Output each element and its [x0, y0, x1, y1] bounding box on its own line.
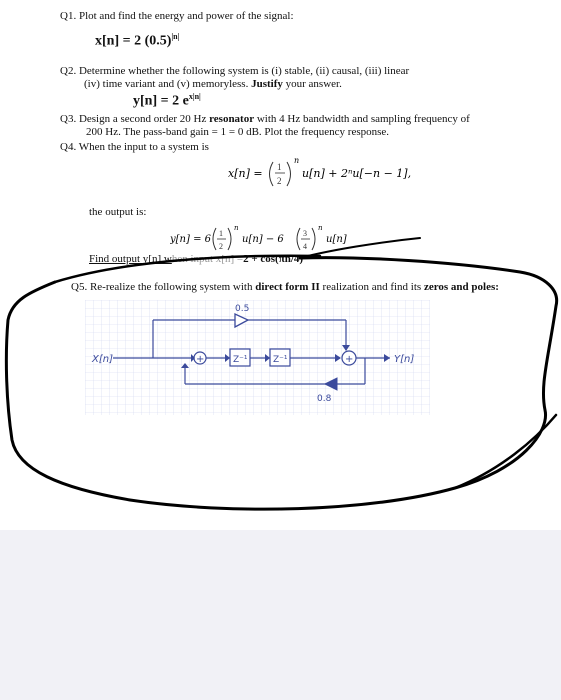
- q4-input-numerator: 1: [277, 162, 282, 172]
- q2-text-line2-pre: (iv) time variant and (v) memoryless.: [84, 78, 252, 90]
- q4-output-lhs: y[n] = 6: [170, 234, 211, 245]
- q1-number: Q1.: [60, 10, 77, 22]
- q4-output-label: the output is:: [89, 206, 147, 218]
- q4-input-denominator: 2: [277, 176, 282, 186]
- q3-text-line2: 200 Hz. The pass-band gain = 1 = 0 dB. Plot the frequency response.: [86, 126, 390, 138]
- q2-formula-exponent: x|n|: [188, 92, 201, 101]
- q5-number: Q5.: [71, 281, 88, 293]
- q4-output-exponent1: n: [234, 224, 239, 232]
- q1-text: Plot and find the energy and power of the signal:: [78, 10, 294, 22]
- q4-output-numerator1: 1: [219, 229, 223, 238]
- gain-top-label: 0.5: [235, 304, 250, 314]
- q4-find-post: 2 + cos(πn/4): [243, 253, 304, 265]
- input-signal-label: X[n]: [92, 354, 113, 365]
- q4-find-hidden: hen input x[n] =: [171, 253, 244, 265]
- q5-text-pre: Re-realize the following system with: [89, 281, 256, 293]
- gain-bottom-label: 0.8: [317, 394, 332, 404]
- q3-number: Q3.: [60, 113, 77, 125]
- q4-output-mid: u[n] − 6: [242, 234, 284, 245]
- q3-text-line1-pre: Design a second order 20 Hz: [78, 113, 210, 125]
- q3-resonator: resonator: [209, 113, 255, 125]
- q2-number: Q2.: [60, 65, 77, 77]
- delay-block-1-label: Z⁻¹: [233, 355, 248, 365]
- q1-formula-exponent: |n|: [171, 32, 180, 41]
- q4-find-pre: Find output y[n] w: [89, 253, 172, 265]
- scribble-outline: [6, 258, 556, 510]
- q4-input-lhs: x[n] =: [228, 167, 263, 180]
- q4-output-denominator2: 4: [303, 242, 307, 251]
- q5-zeros-poles: zeros and poles:: [423, 281, 499, 293]
- q5-text-mid: realization and find its: [319, 281, 424, 293]
- q2-text-line1: Determine whether the following system is (i) stable, (ii) causal, (iii) linear: [78, 65, 410, 77]
- q4-input-rest: u[n] + 2ⁿu[−n − 1],: [302, 167, 412, 180]
- q4-output-numerator2: 3: [303, 229, 307, 238]
- q2-justify: Justify: [251, 78, 283, 90]
- q4-text: When the input to a system is: [78, 141, 209, 153]
- scribble-top-arc: [55, 256, 320, 282]
- adder-right-symbol: +: [345, 354, 354, 365]
- q2-text-line2-post: your answer.: [282, 78, 342, 90]
- q5-direct-form: direct form II: [255, 281, 320, 293]
- scribble-tail-right: [455, 415, 556, 488]
- adder-left-symbol: +: [196, 354, 205, 365]
- q4-input-exponent: n: [294, 156, 300, 165]
- q1-formula-base: x[n] = 2 (0.5): [95, 33, 172, 49]
- q4-number: Q4.: [60, 141, 77, 153]
- output-signal-label: Y[n]: [394, 354, 415, 365]
- q4-output-denominator1: 2: [219, 242, 223, 251]
- delay-block-2-label: Z⁻¹: [273, 355, 288, 365]
- q4-output-rest: u[n]: [326, 234, 347, 245]
- q4-output-exponent2: n: [318, 224, 323, 232]
- q3-text-line1-post: with 4 Hz bandwidth and sampling frequency of: [254, 113, 470, 125]
- q2-formula-base: y[n] = 2 e: [133, 93, 189, 109]
